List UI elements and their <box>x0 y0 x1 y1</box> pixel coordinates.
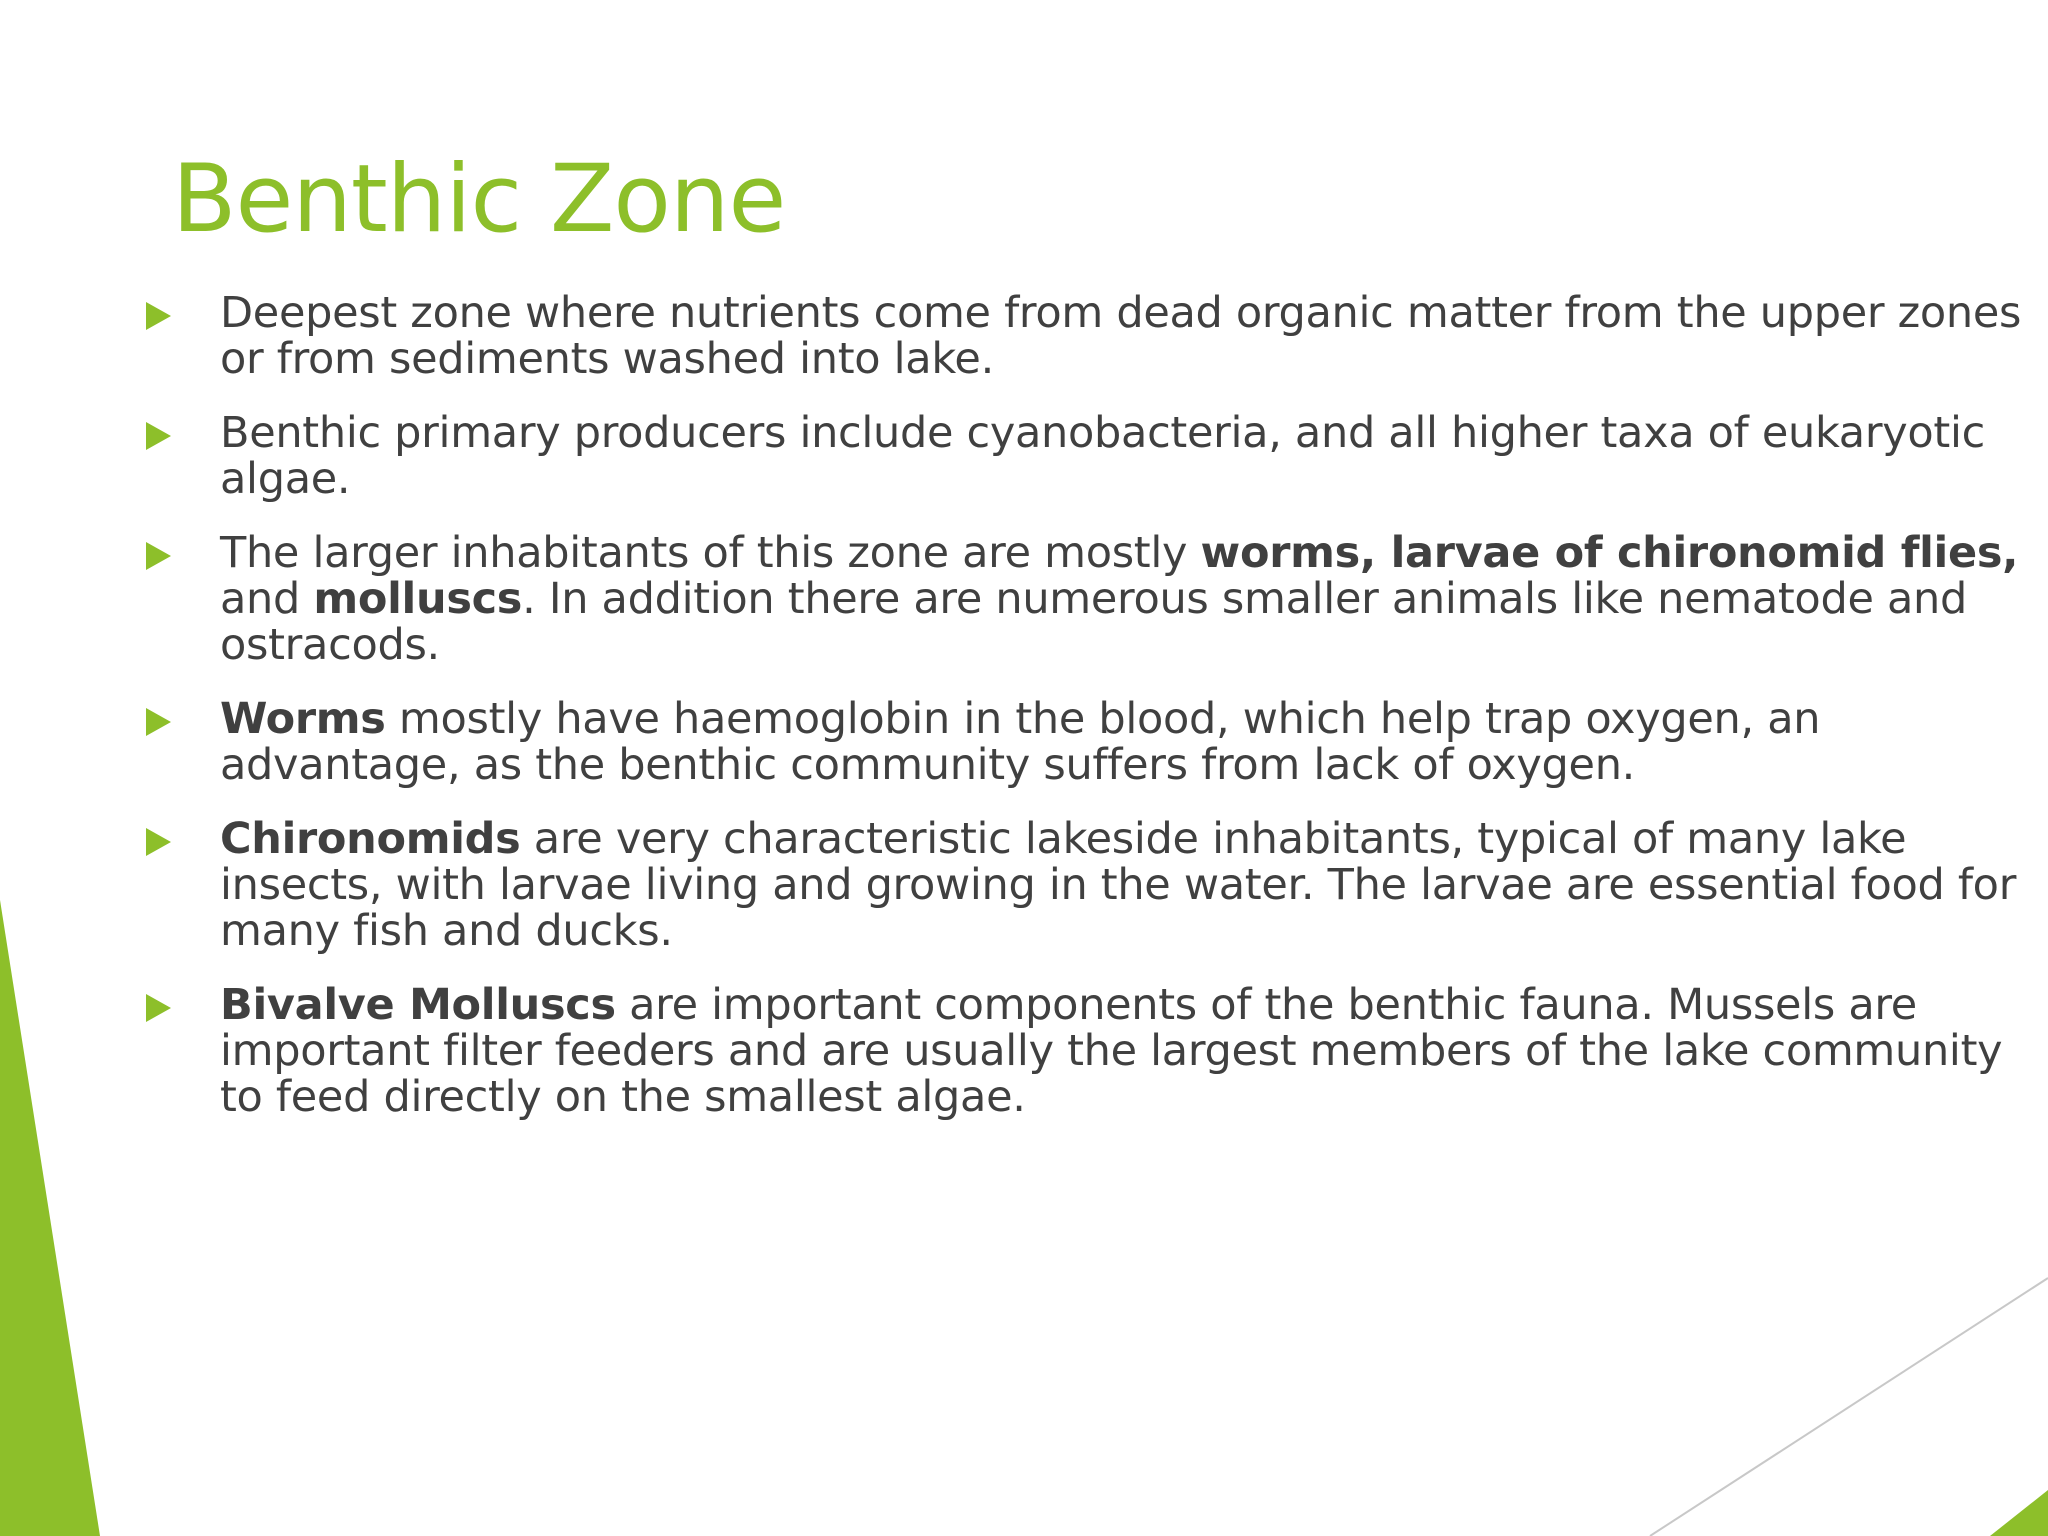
bullet-arrow-icon <box>146 422 171 450</box>
bullet-arrow-icon <box>146 302 171 330</box>
bullet-item <box>140 290 2028 382</box>
bullet-bold-term: Chironomids <box>220 814 521 864</box>
bullet-text-mid: and <box>220 574 314 624</box>
left-green-wedge <box>0 900 100 1536</box>
bullet-text: mostly have haemoglobin in the blood, which help trap oxygen, an advantage, as the benthic community suffers from lack of oxygen. <box>220 694 1821 790</box>
slide-title: Benthic Zone <box>172 145 786 254</box>
corner-thin-line <box>1650 1278 2048 1536</box>
corner-green-wedge <box>1990 1490 2048 1536</box>
bullet-text-pre: The larger inhabitants of this zone are mostly <box>220 528 1201 578</box>
bullet-item <box>140 530 2028 668</box>
bullet-text: are important components of the benthic fauna. Mussels are important filter feeders and are usually the largest members of the lake community to feed directly on the smallest algae. <box>220 980 2003 1122</box>
bullet-item <box>140 696 2028 788</box>
bullet-item <box>140 982 2028 1120</box>
bullet-item <box>140 410 2028 502</box>
bullet-bold-term: Worms <box>220 694 386 744</box>
bullet-list <box>140 290 2028 1148</box>
bullet-arrow-icon <box>146 994 171 1022</box>
bullet-arrow-icon <box>146 542 171 570</box>
bullet-bold-term: worms, larvae of chironomid flies, <box>1200 528 2019 578</box>
bullet-text: are very characteristic lakeside inhabitants, typical of many lake insects, with larvae living and growing in the water. The larvae are essential food for many fish and ducks. <box>220 814 2017 956</box>
bullet-text: Benthic primary producers include cyanobacteria, and all higher taxa of eukaryotic algae. <box>220 408 1985 504</box>
bullet-bold-term: molluscs <box>313 574 523 624</box>
bullet-bold-term: Bivalve Molluscs <box>220 980 616 1030</box>
bullet-arrow-icon <box>146 828 171 856</box>
bullet-text: Deepest zone where nutrients come from dead organic matter from the upper zones or from sediments washed into lake. <box>220 288 2022 384</box>
bullet-arrow-icon <box>146 708 171 736</box>
bullet-text-post: . In addition there are numerous smaller animals like nematode and ostracods. <box>220 574 1967 670</box>
bullet-item <box>140 816 2028 954</box>
